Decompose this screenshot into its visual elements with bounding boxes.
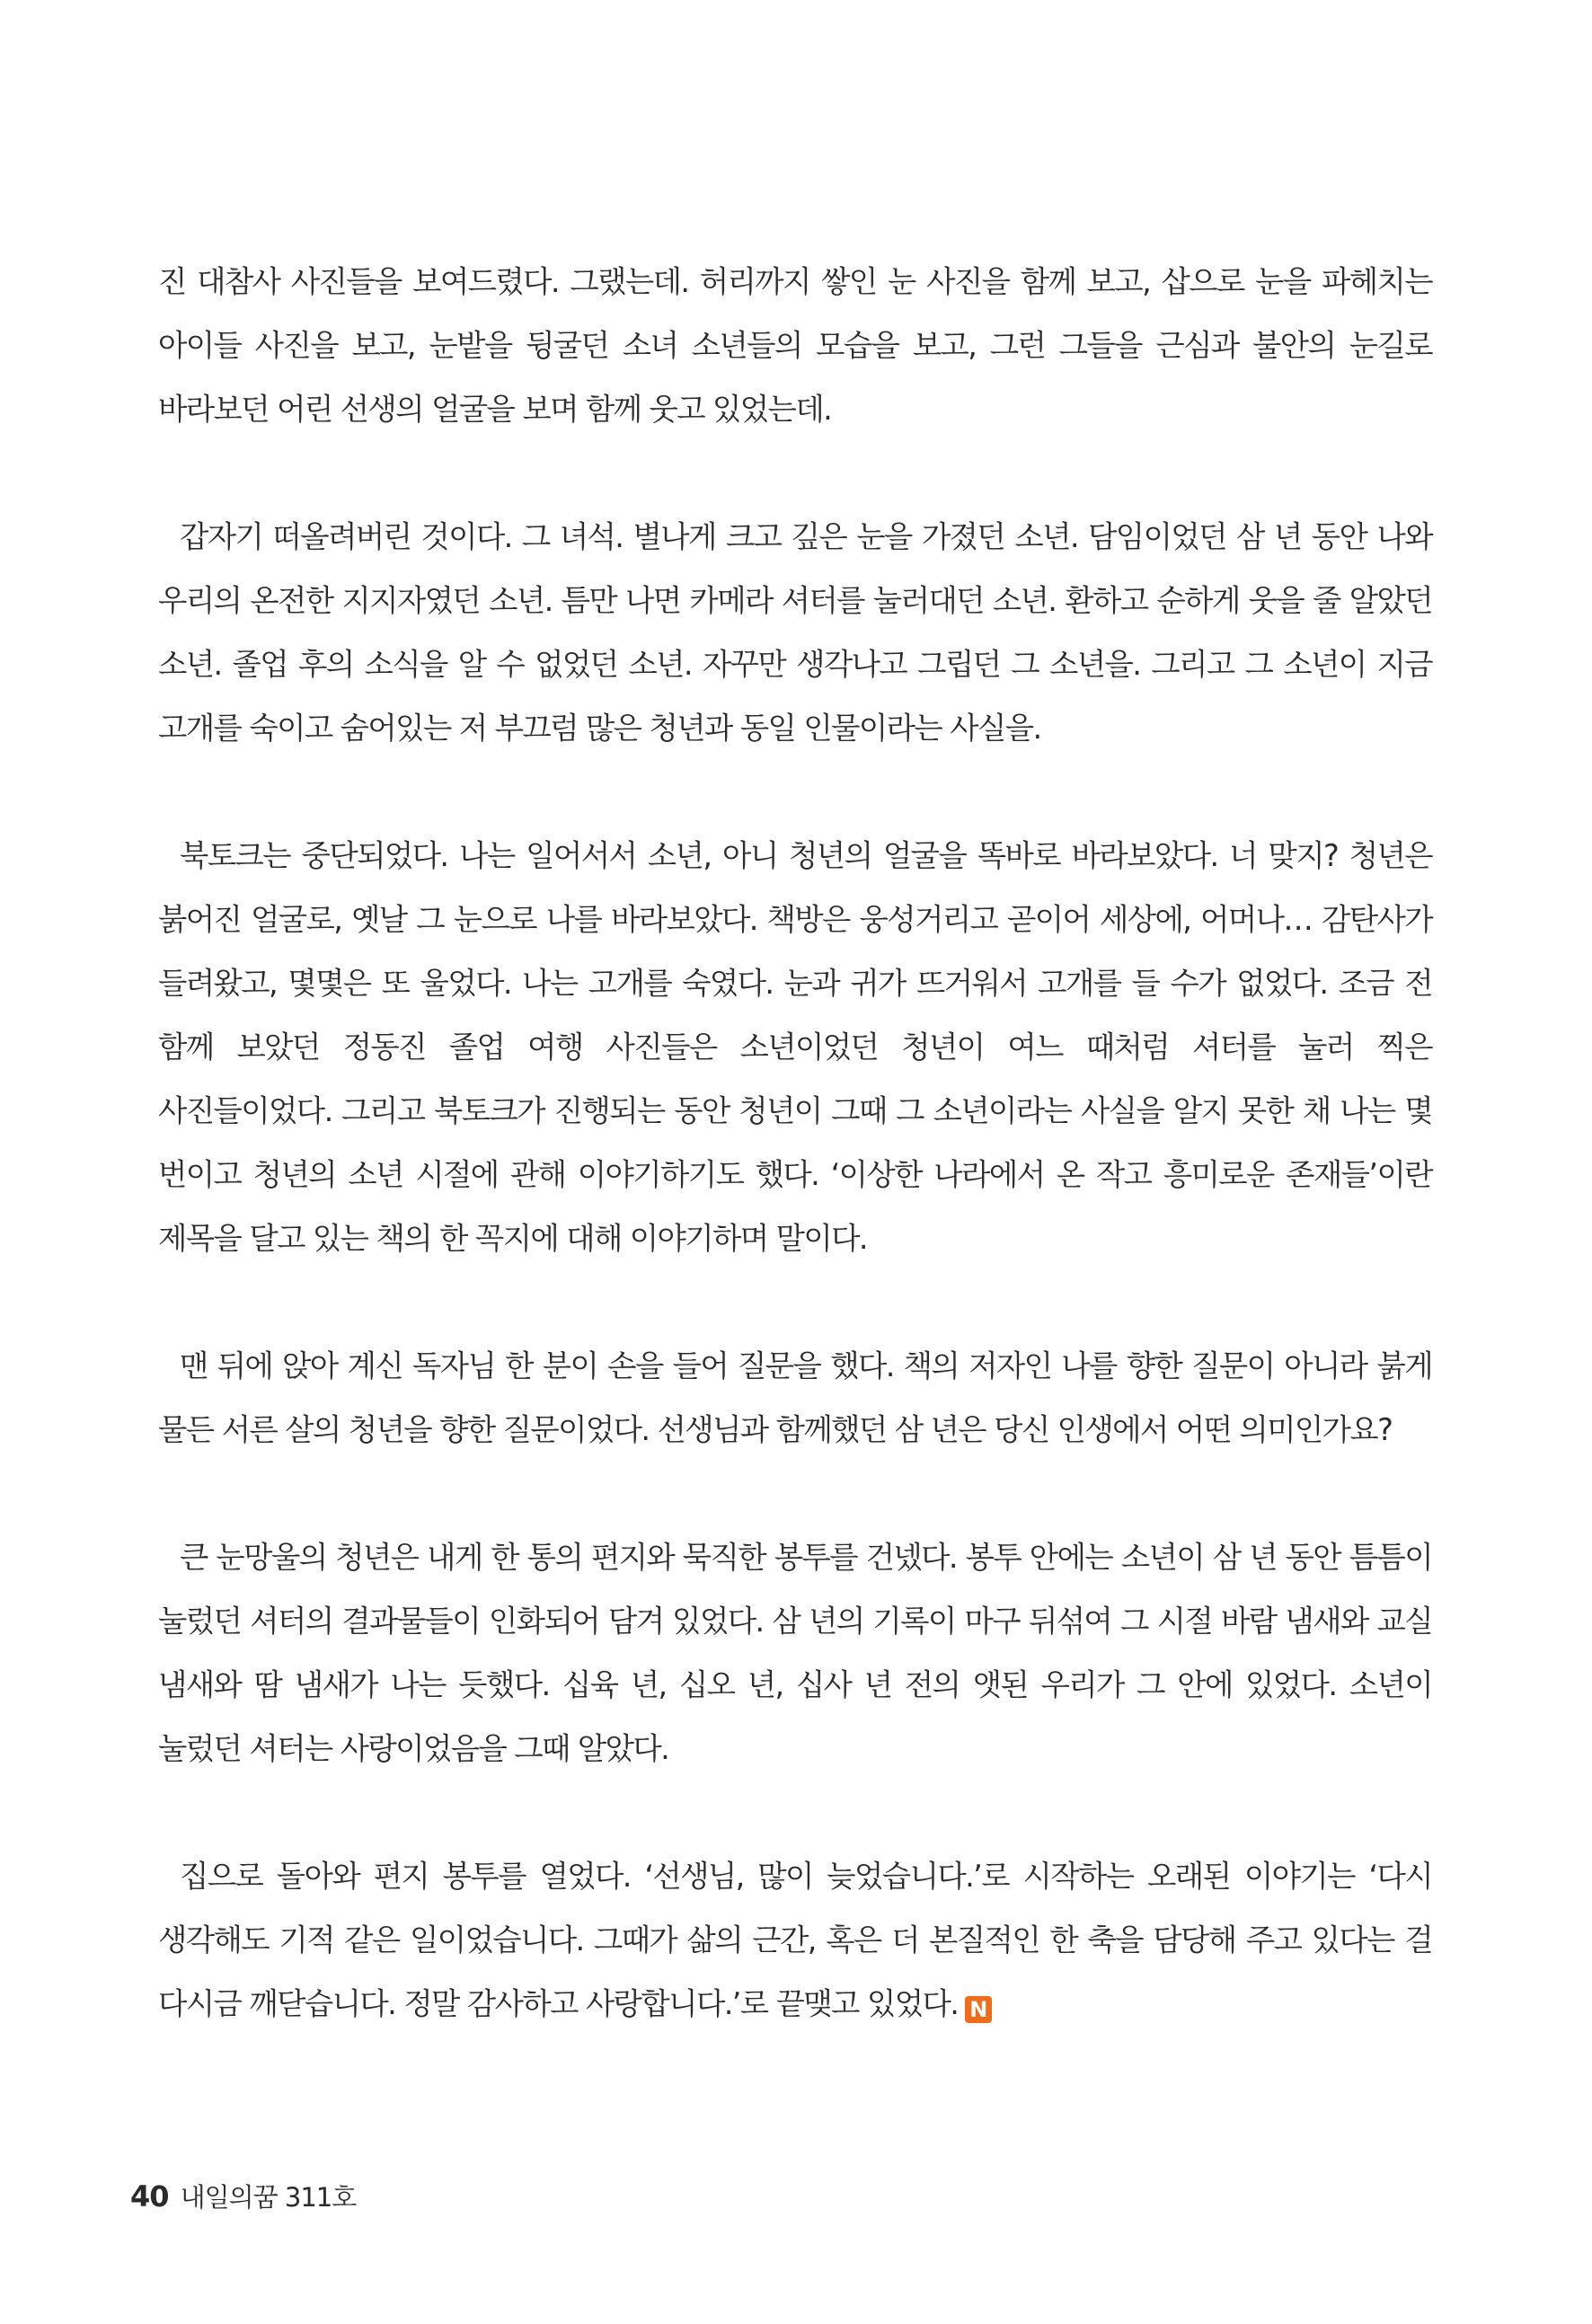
magazine-issue: 내일의꿈 311호 [180, 2182, 357, 2213]
paragraph-5: 큰 눈망울의 청년은 내게 한 통의 편지와 묵직한 봉투를 건넸다. 봉투 안에는 소년이 삼 년 동안 틈틈이 눌렀던 셔터의 결과물들이 인화되어 담겨 있었다. 삼 년의 기록이 마구 뒤섞여 그 시절 바람 냄새와 교실 냄새와 땀 냄새가 나는 듯했다. 십육 년, 십오 년, 십사 년 전의 앳된 우리가 그 안에 있었다. 소년이 눌렀던 셔터는 사랑이었음을 그때 알았다. [158, 1540, 1432, 1766]
paragraph-6-text: 집으로 돌아와 편지 봉투를 열었다. ‘선생님, 많이 늦었습니다.’로 시작하는 오래된 이야기는 ‘다시 생각해도 기적 같은 일이었습니다. 그때가 삶의 근간, 혹은 더 본질적인 한 축을 담당해 주고 있다는 걸 다시금 깨닫습니다. 정말 감사하고 사랑합니다.’로 끝맺고 있었다. [158, 1859, 1432, 2021]
paragraph-2: 갑자기 떠올려버린 것이다. 그 녀석. 별나게 크고 깊은 눈을 가졌던 소년. 담임이었던 삼 년 동안 나와 우리의 온전한 지지자였던 소년. 틈만 나면 카메라 셔터를 눌러대던 소년. 환하고 순하게 웃을 줄 알았던 소년. 졸업 후의 소식을 알 수 없었던 소년. 자꾸만 생각나고 그립던 그 소년을. 그리고 그 소년이 지금 고개를 숙이고 숨어있는 저 부끄럼 많은 청년과 동일 인물이라는 사실을. [158, 519, 1432, 746]
paragraph-4: 맨 뒤에 앉아 계신 독자님 한 분이 손을 들어 질문을 했다. 책의 저자인 나를 향한 질문이 아니라 붉게 물든 서른 살의 청년을 향한 질문이었다. 선생님과 함께했던 삼 년은 당신 인생에서 어떤 의미인가요? [158, 1348, 1432, 1447]
article-body [158, 250, 1432, 2099]
paragraph-1: 진 대참사 사진들을 보여드렸다. 그랬는데. 허리까지 쌓인 눈 사진을 함께 보고, 삽으로 눈을 파헤치는 아이들 사진을 보고, 눈밭을 뒹굴던 소녀 소년들의 모습을 보고, 그런 그들을 근심과 불안의 눈길로 바라보던 어린 선생의 얼굴을 보며 함께 웃고 있었는데. [158, 264, 1432, 427]
page-number: 40 [130, 2179, 169, 2214]
paragraph-3: 북토크는 중단되었다. 나는 일어서서 소년, 아니 청년의 얼굴을 똑바로 바라보았다. 너 맞지? 청년은 붉어진 얼굴로, 옛날 그 눈으로 나를 바라보았다. 책방은 웅성거리고 곧이어 세상에, 어머나… 감탄사가 들려왔고, 몇몇은 또 울었다. 나는 고개를 숙였다. 눈과 귀가 뜨거워서 고개를 들 수가 없었다. 조금 전 함께 보았던 정동진 졸업 여행 사진들은 소년이었던 청년이 여느 때처럼 셔터를 눌러 찍은 사진들이었다. 그리고 북토크가 진행되는 동안 청년이 그때 그 소년이라는 사실을 알지 못한 채 나는 몇 번이고 청년의 소년 시절에 관해 이야기하기도 했다. ‘이상한 나라에서 온 작고 흥미로운 존재들’이란 제목을 달고 있는 책의 한 꼭지에 대해 이야기하며 말이다. [158, 838, 1432, 1256]
end-mark-icon: N [965, 1996, 992, 2023]
page-footer [130, 2178, 356, 2214]
paragraph-6 [158, 1844, 1432, 2036]
